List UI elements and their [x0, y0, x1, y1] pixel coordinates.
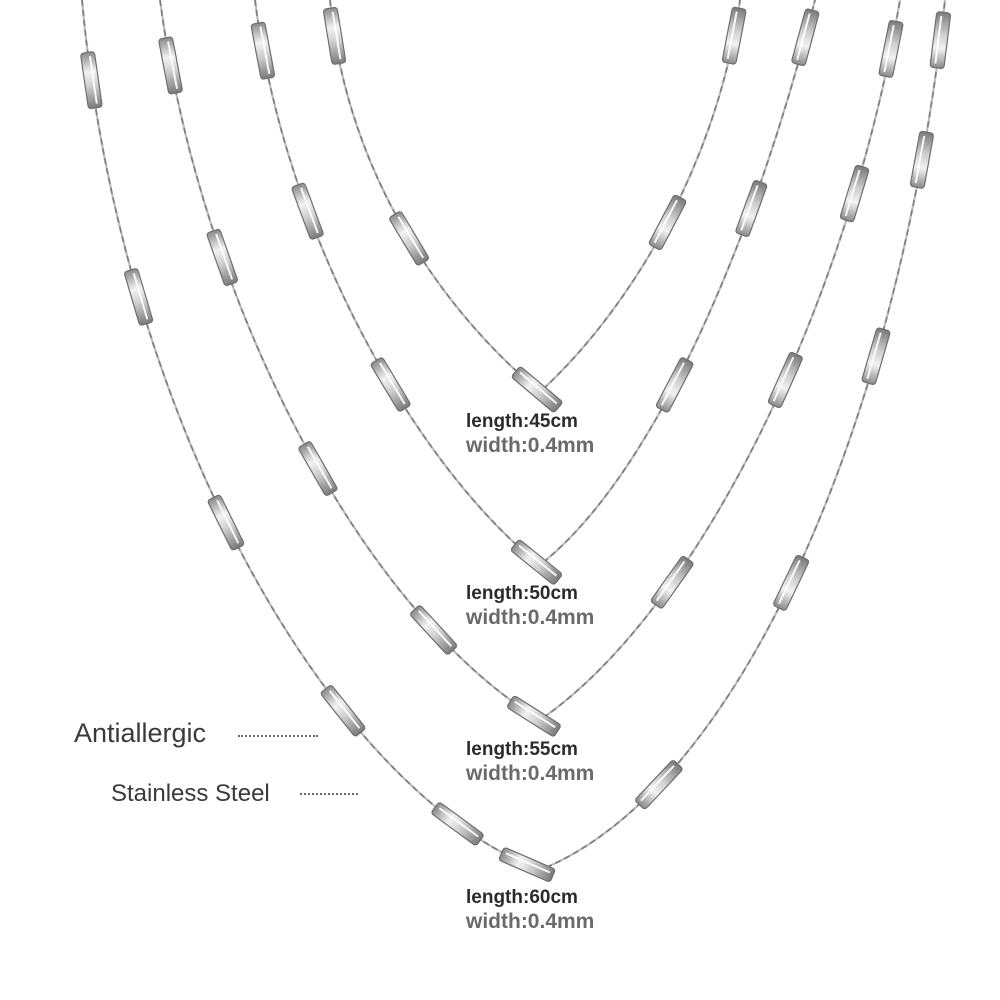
tube-bead	[840, 165, 870, 223]
tube-bead	[722, 7, 746, 65]
length-label: length:60cm	[466, 887, 578, 908]
chain-spec-50cm	[466, 584, 594, 628]
tube-bead	[930, 11, 951, 68]
length-label: length:45cm	[466, 411, 578, 432]
tube-bead	[879, 20, 904, 78]
feature-stainless-steel-label: Stainless Steel	[111, 780, 270, 807]
width-label: width:0.4mm	[466, 910, 595, 933]
tube-bead	[323, 7, 346, 65]
width-label: width:0.4mm	[466, 762, 595, 785]
tube-bead	[773, 555, 810, 612]
chain-links	[255, 0, 815, 565]
tube-bead	[206, 229, 238, 286]
tube-bead	[410, 605, 458, 656]
tube-bead	[207, 494, 244, 550]
tube-bead	[650, 555, 694, 609]
tube-bead	[158, 37, 182, 95]
tube-bead	[791, 8, 819, 66]
tube-bead	[507, 695, 562, 737]
tube-bead	[298, 441, 338, 497]
tube-bead	[251, 22, 275, 80]
tube-bead	[511, 366, 563, 413]
width-label: width:0.4mm	[466, 606, 595, 629]
length-label: length:55cm	[466, 739, 578, 760]
tube-bead	[768, 352, 804, 409]
tube-bead	[735, 180, 767, 237]
tube-bead	[320, 684, 366, 737]
chain-strand	[255, 0, 815, 565]
tube-bead	[80, 51, 102, 108]
feature-antiallergic-label: Antiallergic	[74, 718, 207, 748]
tube-bead	[370, 357, 411, 412]
tube-bead	[499, 847, 556, 882]
chain-spec-60cm	[466, 888, 594, 932]
width-label: width:0.4mm	[466, 434, 595, 457]
length-label: length:50cm	[466, 583, 578, 604]
tube-bead	[124, 268, 153, 326]
stainless-steel-pointer-line	[300, 793, 358, 795]
chain-spec-55cm	[466, 740, 594, 784]
tube-bead	[510, 539, 562, 585]
tube-bead	[389, 211, 430, 266]
tube-bead	[861, 327, 890, 385]
necklace-chain	[323, 0, 746, 413]
tube-bead	[648, 194, 686, 250]
chain-spec-45cm	[466, 412, 594, 456]
tube-bead	[291, 183, 324, 240]
tube-bead	[656, 357, 694, 413]
antiallergic-pointer-line	[238, 735, 318, 737]
tube-bead	[431, 802, 484, 846]
tube-bead	[910, 131, 934, 189]
tube-bead	[635, 759, 684, 809]
